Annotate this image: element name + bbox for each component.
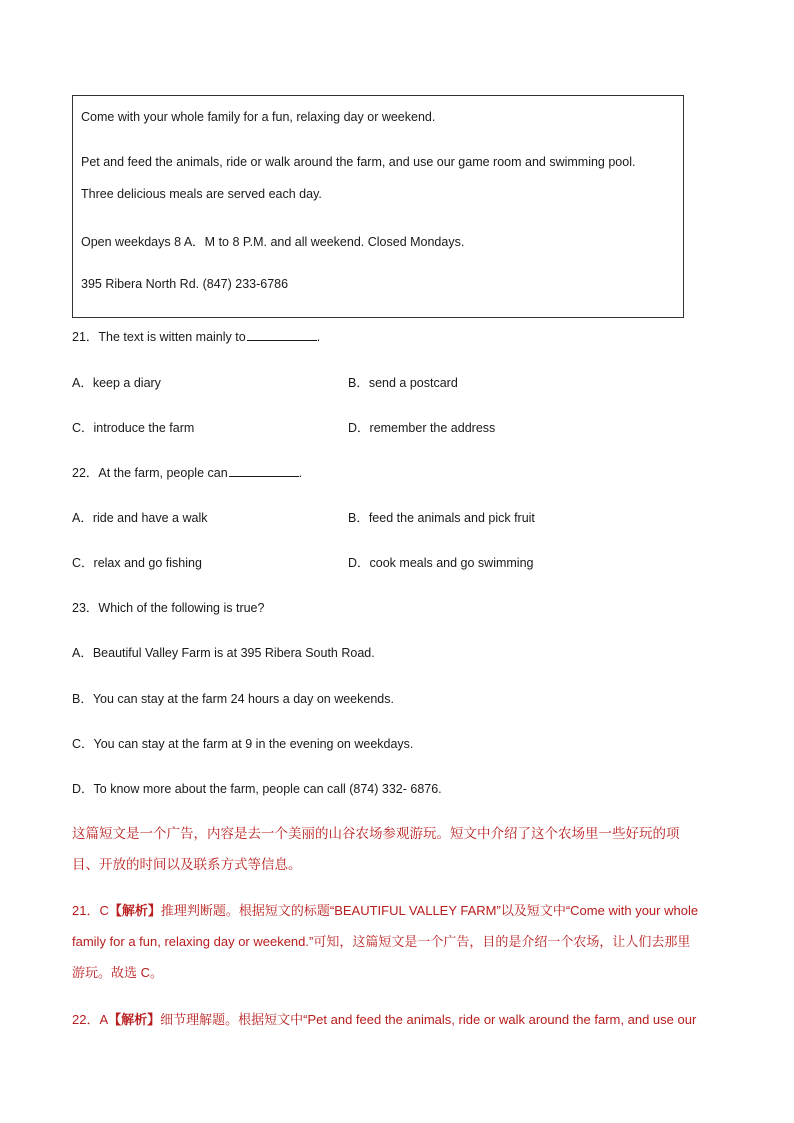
- answer-22-line: 22．A【解析】细节理解题。根据短文中“Pet and feed the animals, ride or walk around the farm, and use our: [72, 1012, 697, 1027]
- question-21-option-b: B．send a postcard: [348, 376, 458, 390]
- question-22-stem: 22．At the farm, people can .: [72, 466, 303, 480]
- question-22-option-a: A．ride and have a walk: [72, 511, 208, 525]
- ad-line: Come with your whole family for a fun, relaxing day or weekend.: [81, 110, 436, 124]
- question-22-option-b: B．feed the animals and pick fruit: [348, 511, 535, 525]
- question-21-option-c: C．introduce the farm: [72, 421, 195, 435]
- question-21-stem: 21．The text is witten mainly to .: [72, 330, 321, 344]
- ad-line: Three delicious meals are served each day.: [81, 187, 322, 201]
- question-21-option-d: D．remember the address: [348, 421, 496, 435]
- question-23-option-a: A．Beautiful Valley Farm is at 395 Ribera South Road.: [72, 646, 375, 660]
- ad-line: Open weekdays 8 A．M to 8 P.M. and all weekend. Closed Mondays.: [81, 235, 465, 249]
- question-23-option-b: B．You can stay at the farm 24 hours a day on weekends.: [72, 692, 394, 706]
- answer-blank: [247, 329, 317, 341]
- answer-21-line: 21．C【解析】推理判断题。根据短文的标题“BEAUTIFUL VALLEY FARM”以及短文中“Come with your whole: [72, 903, 699, 918]
- summary-line: 这篇短文是一个广告，内容是去一个美丽的山谷农场参观游玩。短文中介绍了这个农场里一些好玩的项: [72, 826, 680, 841]
- answer-blank: [229, 465, 299, 477]
- answer-21-line: 游玩。故选 C。: [72, 965, 164, 980]
- advertisement-box: [72, 95, 684, 318]
- ad-line: 395 Ribera North Rd. (847) 233-6786: [81, 277, 289, 291]
- question-23-stem: 23．Which of the following is true?: [72, 601, 265, 615]
- answer-21-line: family for a fun, relaxing day or weekend.”可知，这篇短文是一个广告，目的是介绍一个农场，让人们去那里: [72, 934, 691, 949]
- question-21-option-a: A．keep a diary: [72, 376, 161, 390]
- summary-line: 目、开放的时间以及联系方式等信息。: [72, 857, 302, 872]
- question-22-option-c: C．relax and go fishing: [72, 556, 202, 570]
- ad-line: Pet and feed the animals, ride or walk around the farm, and use our game room and swimming pool.: [81, 155, 636, 169]
- question-22-option-d: D．cook meals and go swimming: [348, 556, 534, 570]
- question-23-option-d: D．To know more about the farm, people can call (874) 332- 6876.: [72, 782, 442, 796]
- question-23-option-c: C．You can stay at the farm at 9 in the evening on weekdays.: [72, 737, 414, 751]
